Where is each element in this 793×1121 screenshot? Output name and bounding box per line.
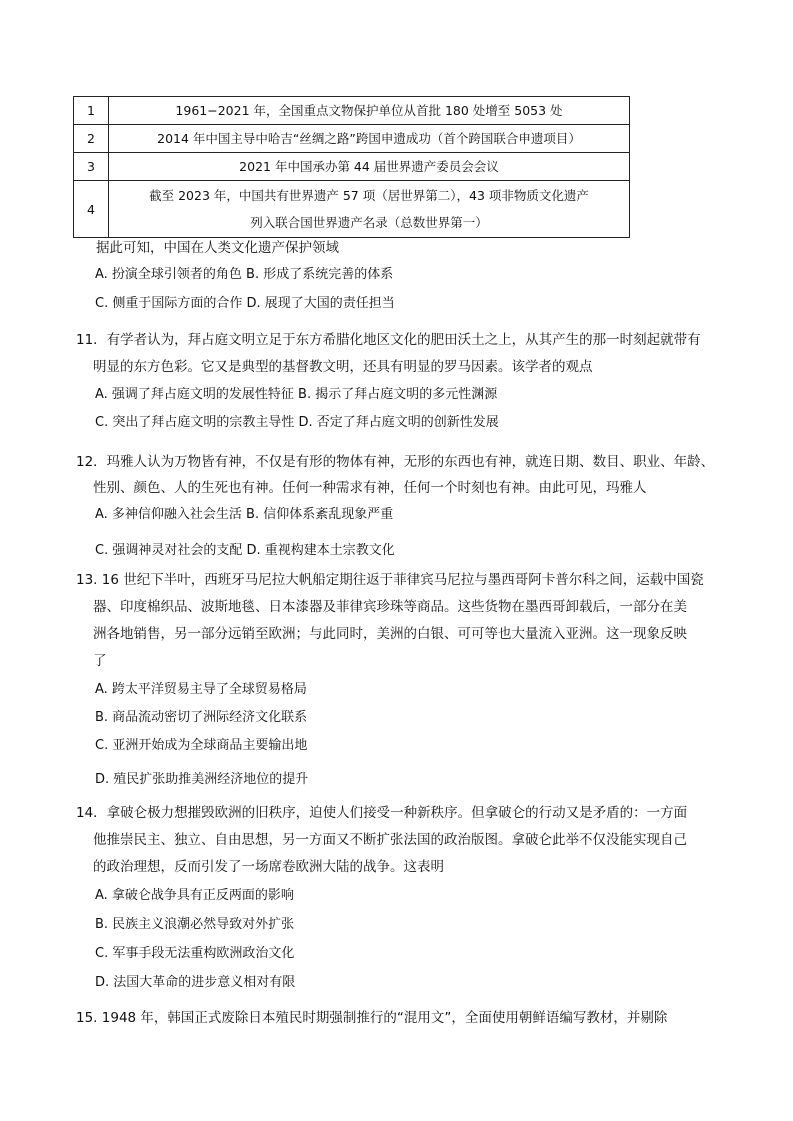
q12-line-1: 12．玛雅人认为万物皆有神，不仅是有形的物体有神，无形的东西也有神，就连日期、数目、职业、年龄、 [76, 454, 715, 470]
q13-line-4: 了 [93, 653, 107, 669]
q13-option-b: B. 商品流动密切了洲际经济文化联系 [95, 710, 308, 725]
table-row [74, 153, 630, 181]
q11-line-1: 11．有学者认为，拜占庭文明立足于东方希腊化地区文化的肥田沃土之上，从其产生的那一时刻起就带有 [76, 332, 701, 348]
q14-line-2: 他推崇民主、独立、自由思想，另一方面又不断扩张法国的政治版图。拿破仑此举不仅没能实现自己 [93, 832, 687, 848]
q15-line-1: 15. 1948 年，韩国正式废除日本殖民时期强制推行的“混用文”，全面使用朝鲜语编写教材，并剔除 [76, 1010, 668, 1026]
q14-line-3: 的政治理想，反而引发了一场席卷欧洲大陆的战争。这表明 [93, 859, 444, 875]
q12-options-cd: C. 强调神灵对社会的支配 D. 重视构建本土宗教文化 [95, 543, 395, 558]
row-text-line: 截至 2023 年，中国共有世界遗产 57 项（居世界第二），43 项非物质文化遗产 [149, 188, 589, 203]
q14-option-d: D. 法国大革命的进步意义相对有限 [95, 975, 296, 990]
q14-line-1: 14．拿破仑极力想摧毁欧洲的旧秩序，迫使人们接受一种新秩序。但拿破仑的行动又是矛盾的：一方面 [76, 805, 688, 821]
row-number: 4 [74, 181, 109, 238]
q11-options-cd: C. 突出了拜占庭文明的宗教主导性 D. 否定了拜占庭文明的创新性发展 [95, 415, 499, 430]
row-text [109, 181, 630, 238]
q10-options-cd: C. 侧重于国际方面的合作 D. 展现了大国的责任担当 [95, 296, 395, 311]
q14-option-b: B. 民族主义浪潮必然导致对外扩张 [95, 917, 295, 932]
row-number: 1 [74, 97, 109, 125]
table-row [74, 181, 630, 238]
q14-option-c: C. 军事手段无法重构欧洲政治文化 [95, 946, 295, 961]
q13-option-c: C. 亚洲开始成为全球商品主要输出地 [95, 738, 308, 753]
row-text: 2021 年中国承办第 44 届世界遗产委员会会议 [109, 153, 630, 181]
q13-option-a: A. 跨太平洋贸易主导了全球贸易格局 [95, 682, 307, 697]
q13-line-1: 13. 16 世纪下半叶，西班牙马尼拉大帆船定期往返于菲律宾马尼拉与墨西哥阿卡普尔科之间，运载中国瓷 [76, 572, 704, 588]
q10-options-ab: A. 扮演全球引领者的角色 B. 形成了系统完善的体系 [95, 267, 394, 282]
q13-option-d: D. 殖民扩张助推美洲经济地位的提升 [95, 772, 309, 787]
table-row [74, 125, 630, 153]
q10-stem: 据此可知，中国在人类文化遗产保护领域 [96, 240, 339, 256]
q13-line-3: 洲各地销售，另一部分远销至欧洲；与此同时，美洲的白银、可可等也大量流入亚洲。这一现象反映 [93, 626, 687, 642]
row-text: 2014 年中国主导中哈吉“丝绸之路”跨国申遗成功（首个跨国联合申遗项目） [109, 125, 630, 153]
row-number: 2 [74, 125, 109, 153]
row-text-line: 列入联合国世界遗产名录（总数世界第一） [250, 215, 488, 230]
q14-option-a: A. 拿破仑战争具有正反两面的影响 [95, 888, 294, 903]
row-number: 3 [74, 153, 109, 181]
table-row [74, 97, 630, 125]
q12-line-2: 性别、颜色、人的生死也有神。任何一种需求有神，任何一个时刻也有神。由此可见，玛雅人 [93, 480, 647, 496]
q11-line-2: 明显的东方色彩。它又是典型的基督教文明，还具有明显的罗马因素。该学者的观点 [93, 359, 593, 375]
q13-line-2: 器、印度棉织品、波斯地毯、日本漆器及菲律宾珍珠等商品。这些货物在墨西哥卸载后，一部分在美 [93, 599, 687, 615]
row-text: 1961−2021 年，全国重点文物保护单位从首批 180 处增至 5053 处 [109, 97, 630, 125]
q12-options-ab: A. 多神信仰融入社会生活 B. 信仰体系紊乱现象严重 [95, 507, 394, 522]
q11-options-ab: A. 强调了拜占庭文明的发展性特征 B. 揭示了拜占庭文明的多元性渊源 [95, 387, 498, 402]
heritage-table [73, 96, 630, 238]
